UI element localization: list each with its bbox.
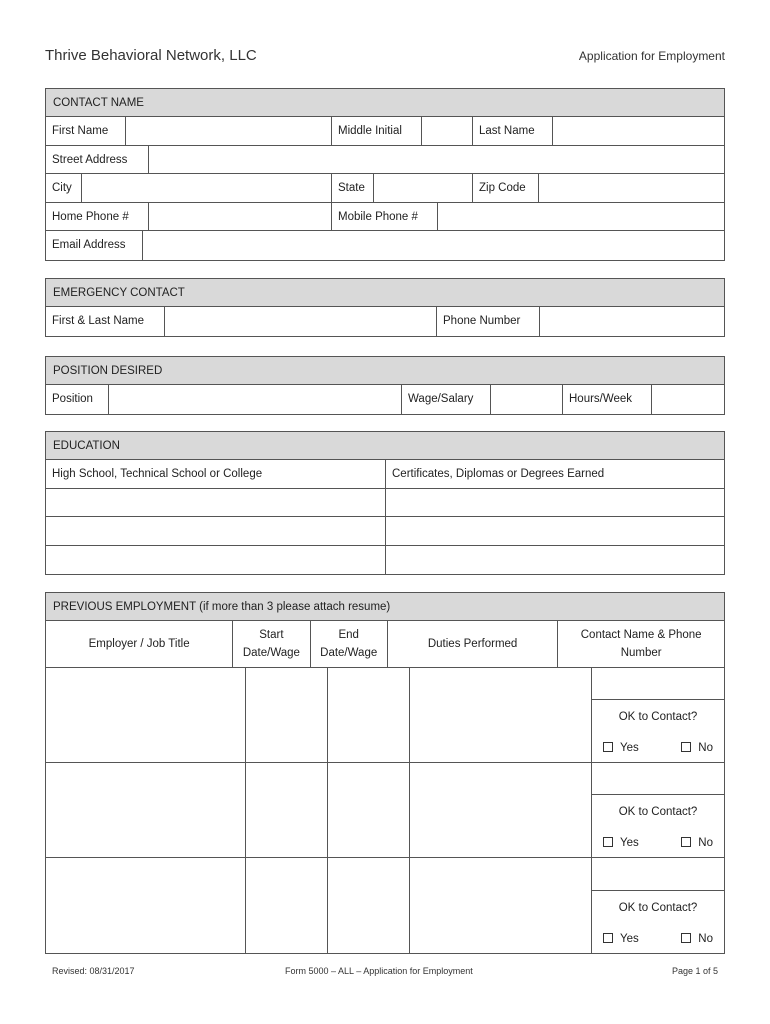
education-row — [46, 546, 724, 575]
no-checkbox[interactable] — [681, 742, 691, 752]
ok-to-contact — [592, 795, 724, 857]
duties-field[interactable] — [410, 763, 592, 857]
organization-name: Thrive Behavioral Network, LLC — [45, 47, 257, 64]
education-section — [45, 431, 725, 575]
middle-initial-field[interactable] — [422, 117, 473, 145]
city-field[interactable] — [82, 174, 332, 202]
last-name-field[interactable] — [553, 117, 724, 145]
employment-section — [45, 592, 725, 954]
yes-label: Yes — [620, 837, 639, 849]
no-label: No — [698, 742, 713, 754]
emergency-name-label: First & Last Name — [46, 307, 165, 336]
position-label: Position — [46, 385, 109, 414]
ok-to-contact — [592, 891, 724, 953]
education-section-header: EDUCATION — [46, 432, 724, 460]
last-name-label: Last Name — [473, 117, 553, 145]
start-field[interactable] — [246, 858, 328, 953]
city-label: City — [46, 174, 82, 202]
degree-field[interactable] — [386, 489, 724, 517]
employment-row — [46, 668, 724, 763]
yes-label: Yes — [620, 933, 639, 945]
hours-field[interactable] — [652, 385, 724, 414]
no-option[interactable] — [681, 734, 713, 762]
no-label: No — [698, 837, 713, 849]
yes-option[interactable] — [603, 925, 639, 953]
school-field[interactable] — [46, 489, 386, 517]
wage-label: Wage/Salary — [402, 385, 491, 414]
yes-checkbox[interactable] — [603, 742, 613, 752]
emergency-section-header: EMERGENCY CONTACT — [46, 279, 724, 307]
employment-row — [46, 858, 724, 953]
street-address-label: Street Address — [46, 146, 149, 174]
ok-to-contact — [592, 700, 724, 762]
employment-note: (if more than 3 please attach resume) — [199, 601, 391, 613]
employer-field[interactable] — [46, 763, 246, 857]
start-field[interactable] — [246, 763, 328, 857]
duties-field[interactable] — [410, 668, 592, 762]
position-field[interactable] — [109, 385, 402, 414]
contact-section — [45, 88, 725, 261]
yes-checkbox[interactable] — [603, 933, 613, 943]
no-option[interactable] — [681, 925, 713, 953]
zip-code-label: Zip Code — [473, 174, 539, 202]
contact-field[interactable] — [592, 668, 724, 700]
employer-field[interactable] — [46, 668, 246, 762]
end-field[interactable] — [328, 668, 410, 762]
emergency-section — [45, 278, 725, 337]
employment-row — [46, 763, 724, 858]
position-section — [45, 356, 725, 415]
contact-field[interactable] — [592, 858, 724, 891]
hours-label: Hours/Week — [563, 385, 652, 414]
duties-header: Duties Performed — [388, 621, 558, 667]
school-field[interactable] — [46, 517, 386, 545]
yes-label: Yes — [620, 742, 639, 754]
footer-form: Form 5000 – ALL – Application for Employment — [285, 966, 473, 976]
zip-code-field[interactable] — [539, 174, 724, 202]
contact-header: Contact Name & Phone Number — [580, 629, 702, 659]
state-field[interactable] — [374, 174, 473, 202]
yes-option[interactable] — [603, 734, 639, 762]
emergency-name-field[interactable] — [165, 307, 437, 336]
middle-initial-label: Middle Initial — [332, 117, 422, 145]
home-phone-field[interactable] — [149, 203, 332, 231]
emergency-phone-label: Phone Number — [437, 307, 540, 336]
first-name-label: First Name — [46, 117, 126, 145]
duties-field[interactable] — [410, 858, 592, 953]
degree-field[interactable] — [386, 546, 724, 575]
contact-cell — [592, 668, 724, 762]
employment-section-header — [46, 593, 724, 621]
no-label: No — [698, 933, 713, 945]
wage-field[interactable] — [491, 385, 563, 414]
position-section-header: POSITION DESIRED — [46, 357, 724, 385]
education-row — [46, 517, 724, 546]
contact-field[interactable] — [592, 763, 724, 795]
start-field[interactable] — [246, 668, 328, 762]
home-phone-label: Home Phone # — [46, 203, 149, 231]
contact-cell — [592, 763, 724, 857]
ok-to-contact-label: OK to Contact? — [618, 806, 698, 818]
school-field[interactable] — [46, 546, 386, 575]
end-header: End Date/Wage — [311, 621, 388, 667]
no-checkbox[interactable] — [681, 837, 691, 847]
footer-revised: Revised: 08/31/2017 — [52, 966, 135, 976]
employer-field[interactable] — [46, 858, 246, 953]
education-school-header: High School, Technical School or College — [46, 460, 386, 488]
education-degrees-header: Certificates, Diplomas or Degrees Earned — [392, 468, 605, 480]
document-title: Application for Employment — [578, 49, 725, 63]
end-field[interactable] — [328, 763, 410, 857]
contact-section-header: CONTACT NAME — [46, 89, 724, 117]
first-name-field[interactable] — [126, 117, 332, 145]
emergency-phone-field[interactable] — [540, 307, 724, 336]
ok-to-contact-label: OK to Contact? — [618, 902, 698, 914]
employer-header: Employer / Job Title — [46, 621, 233, 667]
email-field[interactable] — [143, 231, 724, 260]
mobile-phone-label: Mobile Phone # — [332, 203, 438, 231]
yes-option[interactable] — [603, 829, 639, 857]
contact-cell — [592, 858, 724, 953]
start-header: Start Date/Wage — [233, 621, 310, 667]
footer-page: Page 1 of 5 — [671, 966, 718, 976]
no-option[interactable] — [681, 829, 713, 857]
yes-checkbox[interactable] — [603, 837, 613, 847]
ok-to-contact-label: OK to Contact? — [618, 711, 698, 723]
education-row — [46, 489, 724, 518]
no-checkbox[interactable] — [681, 933, 691, 943]
employment-title: PREVIOUS EMPLOYMENT — [53, 601, 196, 613]
email-label: Email Address — [46, 231, 143, 260]
end-field[interactable] — [328, 858, 410, 953]
state-label: State — [332, 174, 374, 202]
degree-field[interactable] — [386, 517, 724, 545]
mobile-phone-field[interactable] — [438, 203, 724, 231]
street-address-field[interactable] — [149, 146, 724, 174]
